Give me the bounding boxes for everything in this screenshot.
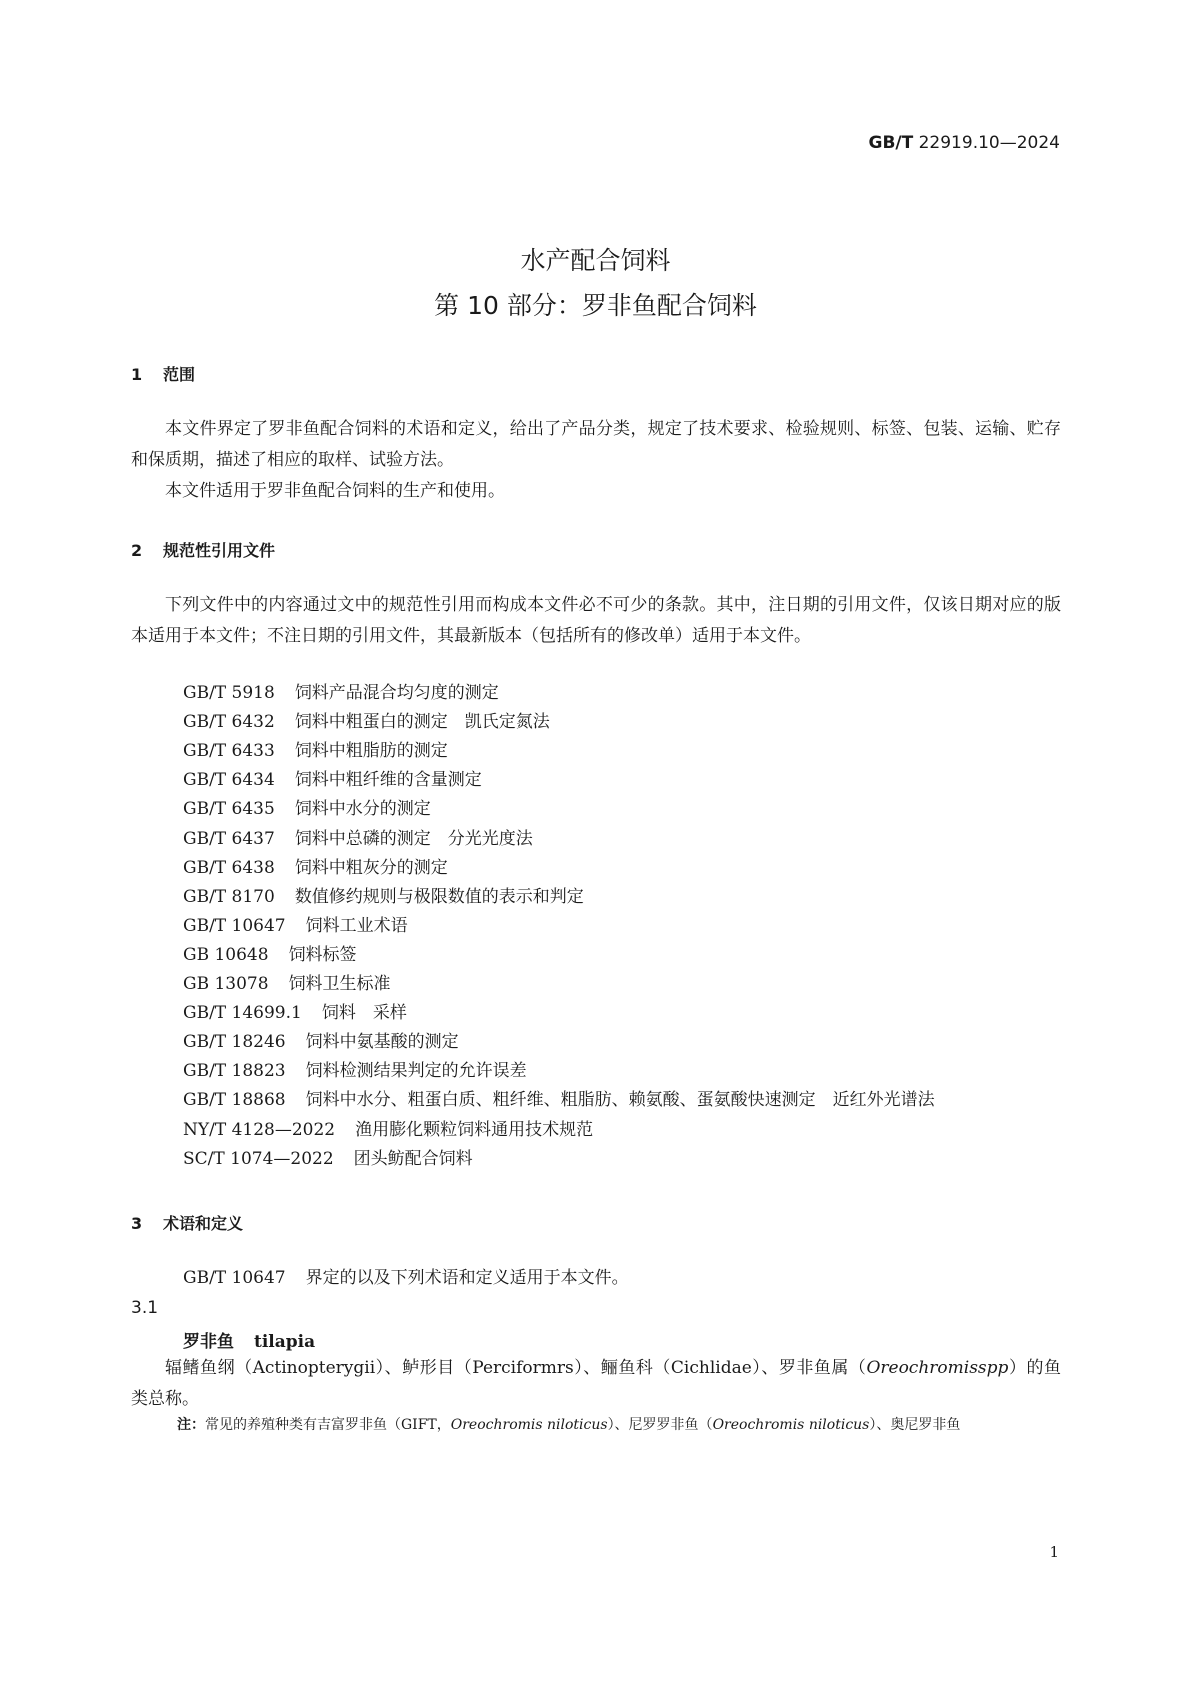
paragraph: 下列文件中的内容通过文中的规范性引用而构成本文件必不可少的条款。其中，注日期的引用文件，仅该日期对应的版本适用于本文件；不注日期的引用文件，其最新版本（包括所有的修改单）适用于本文件。 — [131, 595, 1061, 646]
note — [177, 1414, 960, 1434]
reference-item — [183, 794, 431, 825]
document-title: 水产配合饲料 — [520, 246, 671, 275]
reference-code: GB 10648 — [183, 944, 269, 965]
standard-prefix: GB/T — [868, 133, 914, 153]
term-name — [183, 1327, 315, 1352]
reference-title: 饲料卫生标准 — [288, 974, 391, 994]
section-2-heading — [131, 538, 275, 561]
section-title: 术语和定义 — [163, 1214, 244, 1233]
section-number: 2 — [131, 541, 143, 560]
reference-code: GB/T 18868 — [183, 1090, 286, 1111]
definition-part: 辐鳍鱼纲（Actinopterygii）、鲈形目（Perciformrs）、鲡鱼科（Cichlidae）、罗非鱼属（ — [165, 1358, 867, 1378]
reference-code: GB/T 14699.1 — [183, 1003, 302, 1024]
reference-title: 饲料产品混合均匀度的测定 — [294, 683, 499, 703]
reference-code: GB/T 10647 — [183, 915, 286, 936]
reference-title: 饲料标签 — [288, 944, 357, 965]
reference-code: NY/T 4128—2022 — [183, 1119, 336, 1140]
paragraph: 本文件适用于罗非鱼配合饲料的生产和使用。 — [165, 481, 505, 501]
note-text: ）、奥尼罗非鱼 — [869, 1417, 961, 1433]
reference-title: 饲料中粗蛋白的测定 凯氏定氮法 — [294, 712, 550, 733]
standard-number: 22919.10—2024 — [918, 133, 1060, 153]
reference-item — [183, 940, 357, 971]
reference-item — [183, 1085, 935, 1116]
reference-code: GB 13078 — [183, 974, 269, 994]
document-subtitle: 第 10 部分：罗非鱼配合饲料 — [434, 291, 757, 320]
section-2-body — [131, 590, 1061, 652]
reference-item — [183, 678, 499, 709]
reference-title: 饲料中总磷的测定 分光光度法 — [294, 828, 533, 849]
reference-code: GB/T 6434 — [183, 770, 275, 791]
genus-name: Oreochromisspp — [866, 1358, 1009, 1378]
reference-code: GB/T 8170 — [183, 886, 275, 907]
term-name-en: tilapia — [254, 1332, 316, 1352]
section-1-body — [131, 414, 1061, 507]
reference-code: GB/T 6432 — [183, 712, 275, 733]
note-text: 常见的养殖种类有吉富罗非鱼（GIFT， — [205, 1417, 451, 1433]
reference-item — [183, 1144, 473, 1175]
reference-title: 饲料中氨基酸的测定 — [305, 1032, 459, 1053]
species-name: Oreochromis niloticus — [450, 1417, 608, 1433]
reference-title: 团头鲂配合饲料 — [353, 1148, 473, 1169]
reference-code: GB/T 6438 — [183, 857, 275, 878]
page-number: 1 — [1049, 1543, 1059, 1561]
section-number: 1 — [131, 365, 143, 384]
reference-item — [183, 707, 550, 738]
note-label: 注： — [177, 1417, 205, 1433]
definition-part: ）的鱼类总称。 — [131, 1358, 1061, 1409]
reference-item — [183, 1027, 459, 1058]
term-name-cn: 罗非鱼 — [183, 1332, 234, 1352]
standard-code — [868, 133, 1060, 153]
term-definition — [131, 1353, 1061, 1415]
intro-text: 界定的以及下列术语和定义适用于本文件。 — [305, 1268, 629, 1288]
section-title: 范围 — [163, 365, 196, 384]
reference-code: GB/T 6437 — [183, 828, 275, 849]
reference-title: 饲料中粗灰分的测定 — [294, 857, 448, 878]
section-3-heading — [131, 1211, 243, 1234]
reference-code: GB/T 6435 — [183, 799, 275, 820]
reference-title: 数值修约规则与极限数值的表示和判定 — [294, 886, 584, 907]
section-1-heading — [131, 362, 195, 385]
reference-item — [183, 998, 407, 1029]
reference-item — [183, 824, 533, 855]
reference-title: 渔用膨化颗粒饲料通用技术规范 — [355, 1119, 594, 1140]
reference-title: 饲料中粗纤维的含量测定 — [294, 770, 482, 791]
reference-code: GB/T 6433 — [183, 741, 275, 762]
reference-item — [183, 1115, 593, 1146]
reference-item — [183, 765, 482, 796]
reference-title: 饲料中粗脂肪的测定 — [294, 741, 448, 762]
intro-code: GB/T 10647 — [183, 1268, 286, 1288]
section-3-intro — [183, 1263, 629, 1294]
reference-title: 饲料中水分的测定 — [294, 799, 431, 820]
reference-title: 饲料 采样 — [321, 1003, 407, 1024]
term-number: 3.1 — [131, 1298, 159, 1318]
reference-code: GB/T 5918 — [183, 683, 275, 703]
definition-text — [131, 1353, 1061, 1415]
reference-item — [183, 969, 391, 1000]
reference-code: SC/T 1074—2022 — [183, 1148, 334, 1169]
reference-item — [183, 882, 584, 913]
species-name: Oreochromis niloticus — [712, 1417, 870, 1433]
section-number: 3 — [131, 1214, 143, 1233]
reference-code: GB/T 18246 — [183, 1032, 286, 1053]
reference-title: 饲料中水分、粗蛋白质、粗纤维、粗脂肪、赖氨酸、蛋氨酸快速测定 近红外光谱法 — [305, 1090, 935, 1111]
note-text: ）、尼罗罗非鱼（ — [607, 1417, 713, 1433]
section-title: 规范性引用文件 — [163, 541, 276, 560]
reference-item — [183, 853, 448, 884]
reference-code: GB/T 18823 — [183, 1061, 286, 1082]
reference-title: 饲料检测结果判定的允许误差 — [305, 1061, 527, 1082]
reference-item — [183, 1056, 527, 1087]
paragraph: 本文件界定了罗非鱼配合饲料的术语和定义，给出了产品分类，规定了技术要求、检验规则、标签、包装、运输、贮存和保质期，描述了相应的取样、试验方法。 — [131, 419, 1061, 470]
reference-item — [183, 911, 408, 942]
reference-title: 饲料工业术语 — [305, 915, 408, 936]
reference-item — [183, 736, 448, 767]
